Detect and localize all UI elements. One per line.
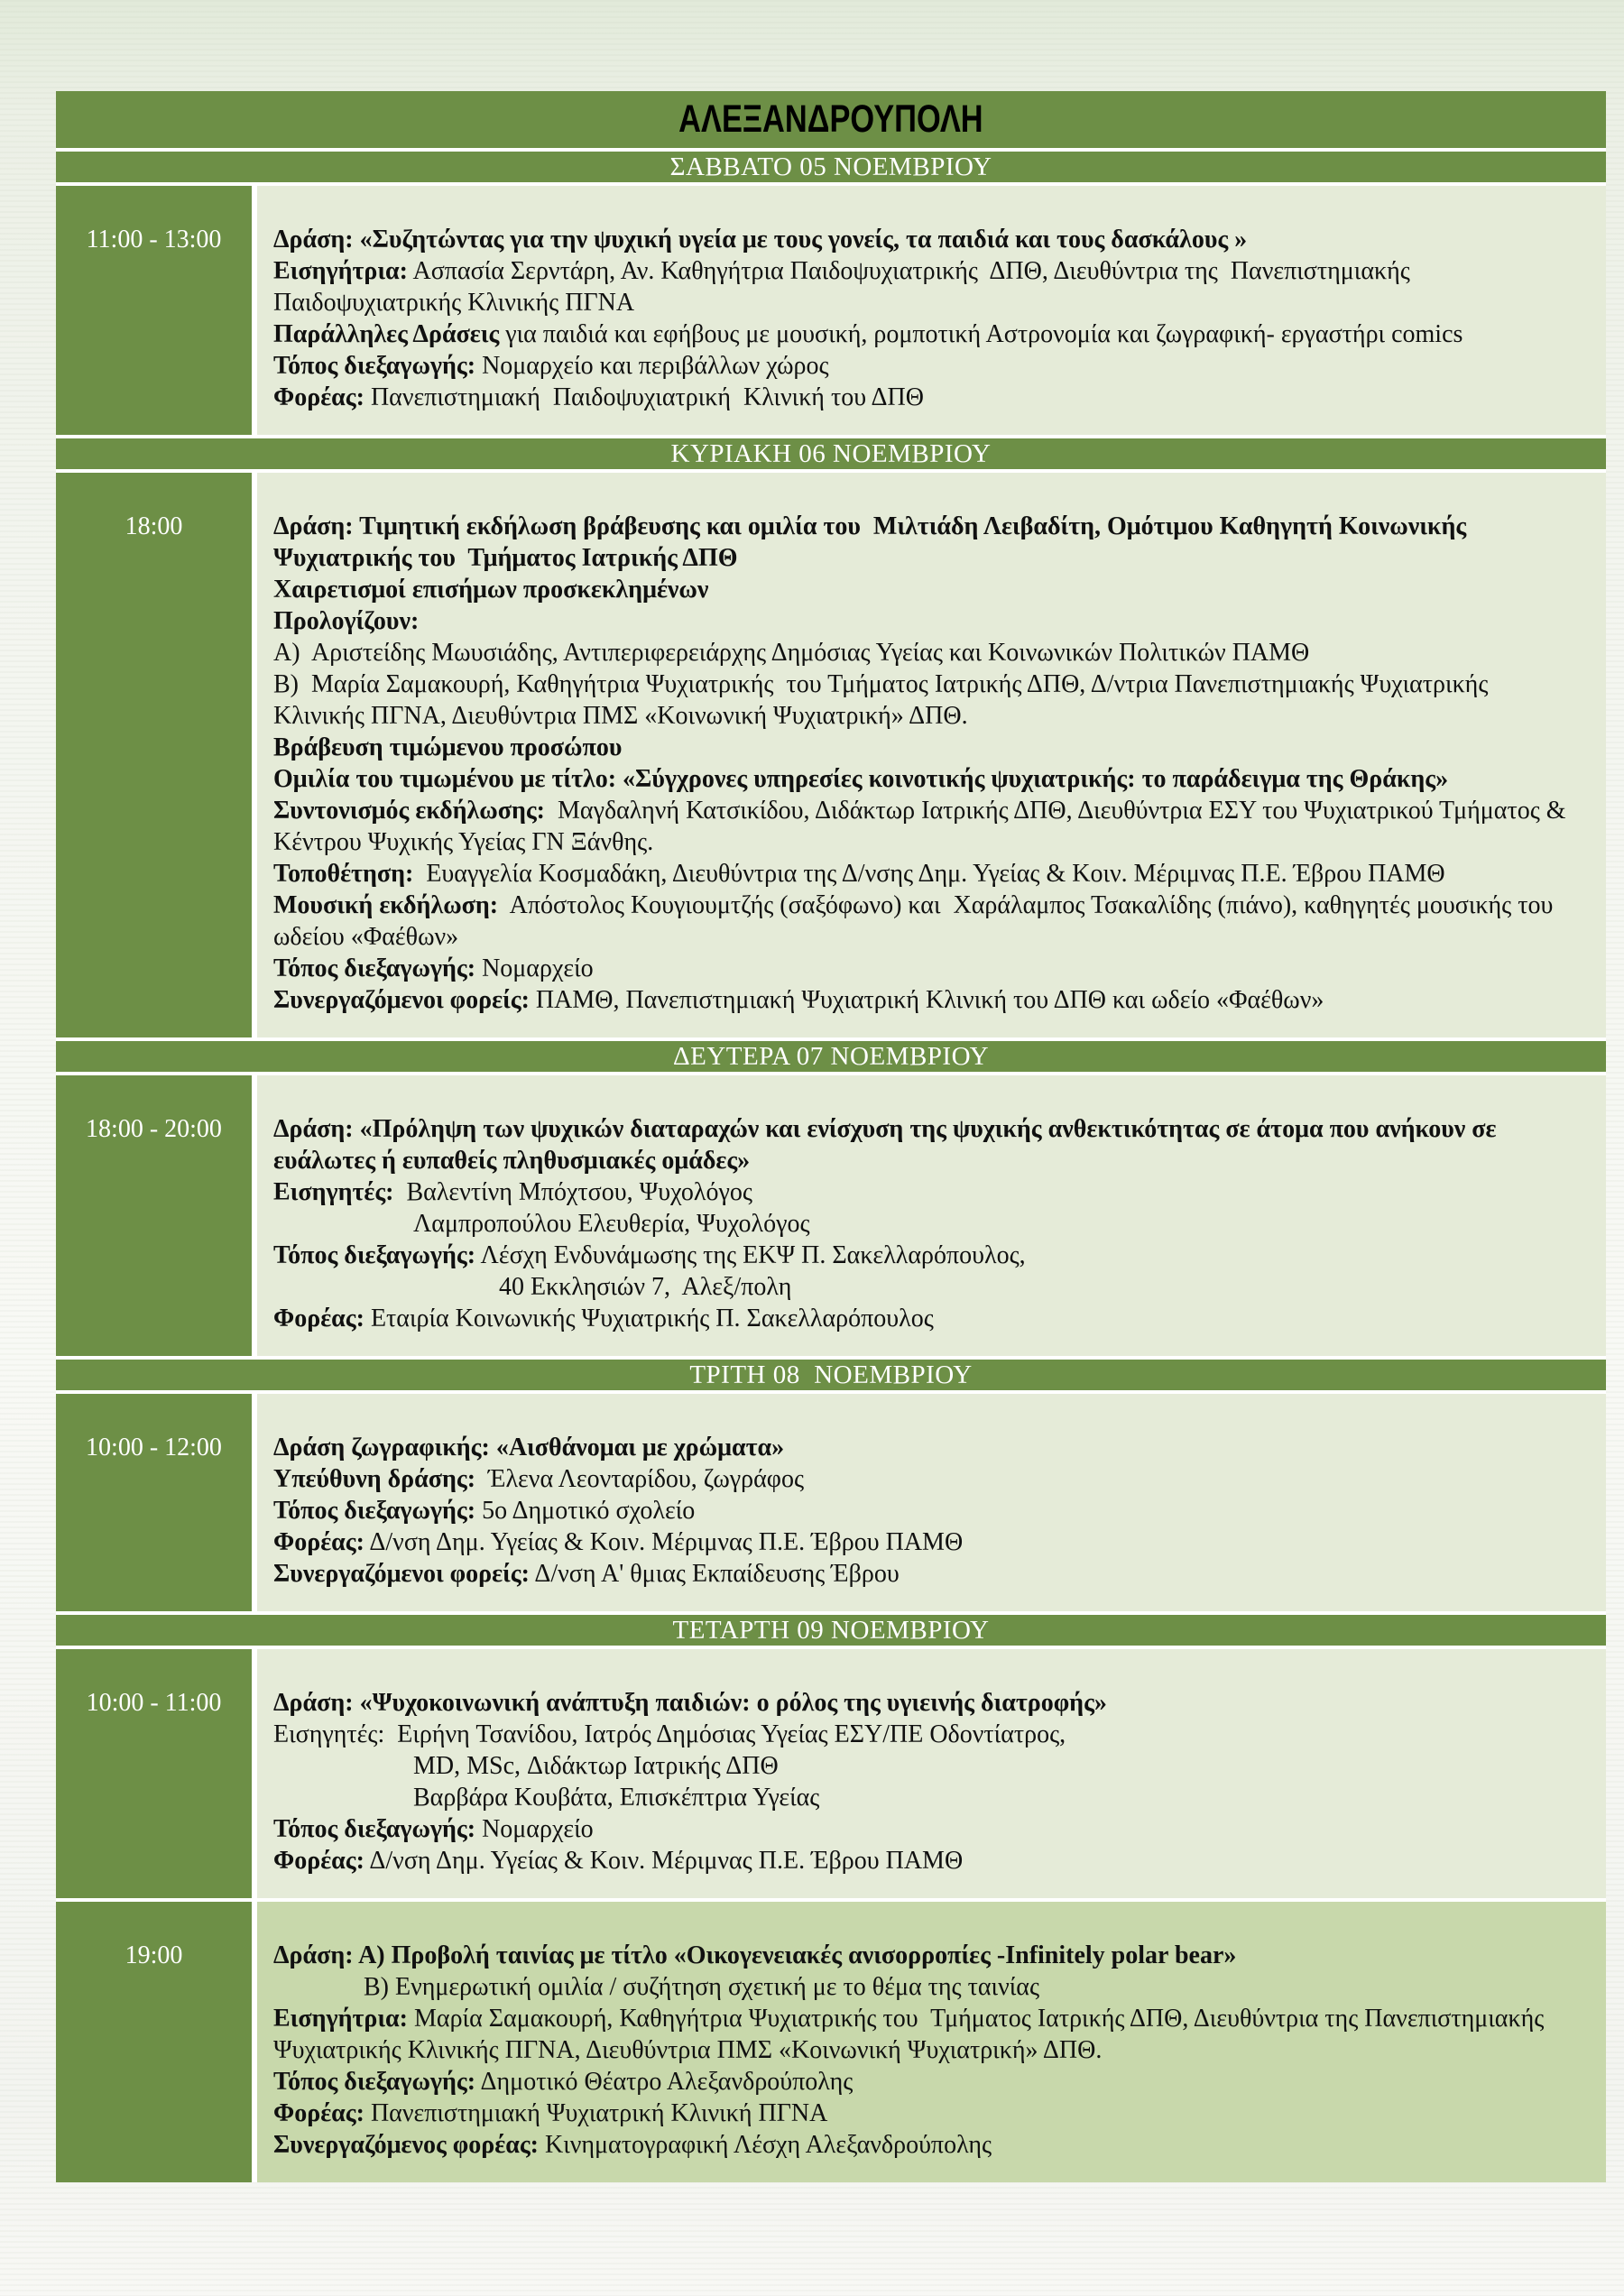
event-text: Νομαρχείο [475,954,594,982]
event-line [273,795,1581,858]
event-line [273,953,1581,984]
event-text: 40 Εκκλησιών 7, Αλεξ/πολη [499,1273,792,1301]
event-label: Τόπος διεξαγωγής: [273,1815,476,1843]
event-line [273,637,1581,669]
event-text: Πανεπιστημιακή Παιδοψυχιατρική Κλινική του ΔΠΘ [364,383,924,411]
event-line [273,2066,1581,2098]
event-row [56,1075,1606,1356]
event-line [273,350,1581,382]
event-line [273,858,1581,890]
schedule-days [56,152,1606,2182]
event-line [273,1971,1581,2003]
event-text: Βαρβάρα Κουβάτα, Επισκέπτρια Υγείας [413,1784,820,1812]
event-text: Μαγδαληνή Κατσικίδου, Διδάκτωρ Ιατρικής ΔΠΘ, Διευθύντρια ΕΣΥ του Ψυχιατρικού Τμήματος & Κέντρου Ψυχικής Υγείας ΓΝ Ξάνθης. [273,797,1573,856]
event-text: Λέσχη Ενδυνάμωσης της ΕΚΨ Π. Σακελλαρόπουλος, [475,1241,1026,1269]
event-label: Υπεύθυνη δράσης: [273,1465,476,1493]
event-line [273,1813,1581,1845]
event-label: Δράση: «Ψυχοκοινωνική ανάπτυξη παιδιών: ο ρόλος της υγιεινής διατροφής» [273,1689,1107,1717]
time-cell: 10:00 - 12:00 [56,1394,252,1611]
day-header: ΔΕΥΤΕΡΑ 07 ΝΟΕΜΒΡΙΟΥ [56,1041,1606,1072]
event-label: Τόπος διεξαγωγής: [273,1241,476,1269]
event-label: Τόπος διεξαγωγής: [273,2068,476,2096]
event-label: Δράση: Α) Προβολή ταινίας με τίτλο «Οικογενειακές ανισορροπίες -Infinitely polar bear» [273,1941,1237,1969]
event-label: Χαιρετισμοί επισήμων προσκεκλημένων [273,576,709,604]
event-line [273,2098,1581,2129]
event-details [257,1075,1606,1356]
event-text: Β) Μαρία Σαμακουρή, Καθηγήτρια Ψυχιατρικής του Τμήματος Ιατρικής ΔΠΘ, Δ/ντρια Πανεπιστημιακής Ψυχιατρικής Κλινικής ΠΓΝΑ, Διευθύντρια ΠΜΣ «Κοινωνική Ψυχιατρική» ΔΠΘ. [273,670,1495,730]
event-label: Τόπος διεξαγωγής: [273,1497,476,1525]
event-line [273,1526,1581,1558]
event-label: Παράλληλες Δράσεις [273,320,500,348]
event-text: Ασπασία Σερντάρη, Αν. Καθηγήτρια Παιδοψυχιατρικής ΔΠΘ, Διευθύντρια της Πανεπιστημιακής Παιδοψυχιατρικής Κλινικής ΠΓΝΑ [273,257,1416,317]
event-label: Φορέας: [273,383,364,411]
event-label: Συνεργαζόμενοι φορείς: [273,1560,530,1588]
event-line [273,511,1581,574]
event-label: Φορέας: [273,1847,364,1875]
event-line [273,1687,1581,1719]
event-text: Εταιρία Κοινωνικής Ψυχιατρικής Π. Σακελλαρόπουλος [364,1305,934,1332]
event-label: Συντονισμός εκδήλωσης: [273,797,545,825]
event-line [273,1303,1581,1334]
event-text: Ευαγγελία Κοσμαδάκη, Διευθύντρια της Δ/νσης Δημ. Υγείας & Κοιν. Μέριμνας Π.Ε. Έβρου ΠΑΜΘ [413,860,1445,888]
event-line [273,763,1581,795]
event-text: Εισηγητές: Ειρήνη Τσανίδου, Ιατρός Δημόσιας Υγείας ΕΣΥ/ΠΕ Οδοντίατρος, [273,1720,1066,1748]
event-details [257,473,1606,1037]
event-line [273,574,1581,605]
event-line [273,1271,1581,1303]
event-label: Προλογίζουν: [273,607,420,635]
time-cell: 18:00 [56,473,252,1037]
event-text: για παιδιά και εφήβους με μουσική, ρομποτική Αστρονομία και ζωγραφική- εργαστήρι comics [499,320,1463,348]
event-label: Εισηγήτρια: [273,257,409,285]
event-line [273,224,1581,255]
event-row [56,1649,1606,1898]
event-label: Ομιλία του τιμωμένου με τίτλο: «Σύγχρονες υπηρεσίες κοινοτικής ψυχιατρικής: το παράδειγμα της Θράκης» [273,765,1449,793]
event-text: Βαλεντίνη Μπόχτσου, Ψυχολόγος [393,1178,752,1206]
event-label: Εισηγητές: [273,1178,394,1206]
event-line [273,1432,1581,1463]
event-row [56,473,1606,1037]
event-line [273,1782,1581,1813]
event-text: Μαρία Σαμακουρή, Καθηγήτρια Ψυχιατρικής του Τμήματος Ιατρικής ΔΠΘ, Διευθύντρια της Πανεπιστημιακής Ψυχιατρικής Κλινικής ΠΓΝΑ, Διευθύντρια ΠΜΣ «Κοινωνική Ψυχιατρική» ΔΠΘ. [273,2005,1551,2064]
time-cell: 18:00 - 20:00 [56,1075,252,1356]
event-text: Πανεπιστημιακή Ψυχιατρική Κλινική ΠΓΝΑ [364,2099,828,2127]
event-label: Τοποθέτηση: [273,860,414,888]
event-text: 5ο Δημοτικό σχολείο [475,1497,696,1525]
event-line [273,1558,1581,1590]
day-header: ΤΡΙΤΗ 08 ΝΟΕΜΒΡΙΟΥ [56,1360,1606,1390]
event-row [56,1902,1606,2182]
event-text: Νομαρχείο [475,1815,594,1843]
event-line [273,732,1581,763]
event-row [56,1394,1606,1611]
event-line [273,318,1581,350]
event-text: Λαμπροπούλου Ελευθερία, Ψυχολόγος [413,1210,810,1238]
time-cell: 10:00 - 11:00 [56,1649,252,1898]
event-details [257,1902,1606,2182]
event-text: Δημοτικό Θέατρο Αλεξανδρούπολης [475,2068,854,2096]
event-line [273,2003,1581,2066]
event-details [257,1394,1606,1611]
event-details [257,1649,1606,1898]
event-text: Κινηματογραφική Λέσχη Αλεξανδρούπολης [538,2131,992,2159]
schedule-table [56,91,1606,2182]
event-line [273,669,1581,732]
event-line [273,1940,1581,1971]
event-label: Δράση: Τιμητική εκδήλωση βράβευσης και ομιλία του Μιλτιάδη Λειβαδίτη, Ομότιμου Καθηγητή Κοινωνικής Ψυχιατρικής του Τμήματος Ιατρικής ΔΠΘ [273,512,1473,572]
event-line [273,605,1581,637]
day-header: ΣΑΒΒΑΤΟ 05 ΝΟΕΜΒΡΙΟΥ [56,152,1606,182]
event-line [273,1208,1581,1240]
city-title-bar [56,91,1606,148]
event-line [273,1113,1581,1176]
event-text: Νομαρχείο και περιβάλλων χώρος [475,352,829,380]
event-label: Φορέας: [273,2099,364,2127]
event-text: Έλενα Λεονταρίδου, ζωγράφος [475,1465,805,1493]
day-header: ΚΥΡΙΑΚΗ 06 ΝΟΕΜΒΡΙΟΥ [56,438,1606,469]
event-label: Δράση: «Πρόληψη των ψυχικών διαταραχών και ενίσχυση της ψυχικής ανθεκτικότητας σε άτομα που ανήκουν σε ευάλωτες ή ευπαθείς πληθυσμιακές ομάδες» [273,1115,1503,1175]
event-text: Απόστολος Κουγιουμτζής (σαξόφωνο) και Χαράλαμπος Τσακαλίδης (πιάνο), καθηγητές μουσικής του ωδείου «Φαέθων» [273,891,1560,951]
event-line [273,1750,1581,1782]
event-label: Μουσική εκδήλωση: [273,891,499,919]
event-line [273,2129,1581,2161]
event-line [273,1176,1581,1208]
event-row [56,186,1606,435]
event-line [273,890,1581,953]
event-text: Δ/νση Α' θμιας Εκπαίδευσης Έβρου [529,1560,900,1588]
event-label: Συνεργαζόμενος φορέας: [273,2131,539,2159]
event-label: Εισηγήτρια: [273,2005,409,2033]
event-text: Α) Αριστείδης Μωυσιάδης, Αντιπεριφερειάρχης Δημόσιας Υγείας και Κοινωνικών Πολιτικών ΠΑΜΘ [273,639,1310,667]
day-header: ΤΕΤΑΡΤΗ 09 ΝΟΕΜΒΡΙΟΥ [56,1615,1606,1646]
event-line [273,1495,1581,1526]
city-title: ΑΛΕΞΑΝΔΡΟΥΠΟΛΗ [678,97,983,141]
event-line [273,255,1581,318]
event-label: Τόπος διεξαγωγής: [273,954,476,982]
event-details [257,186,1606,435]
event-text: Δ/νση Δημ. Υγείας & Κοιν. Μέριμνας Π.Ε. Έβρου ΠΑΜΘ [364,1528,964,1556]
event-line [273,984,1581,1016]
event-text: Β) Ενημερωτική ομιλία / συζήτηση σχετική με το θέμα της ταινίας [364,1973,1040,2001]
time-cell: 11:00 - 13:00 [56,186,252,435]
event-label: Συνεργαζόμενοι φορείς: [273,986,530,1014]
time-cell: 19:00 [56,1902,252,2182]
event-label: Δράση: «Συζητώντας για την ψυχική υγεία με τους γονείς, τα παιδιά και τους δασκάλους » [273,226,1248,254]
event-line [273,1719,1581,1750]
event-line [273,1463,1581,1495]
event-label: Φορέας: [273,1528,364,1556]
event-line [273,1240,1581,1271]
event-label: Φορέας: [273,1305,364,1332]
event-text: ΠΑΜΘ, Πανεπιστημιακή Ψυχιατρική Κλινική του ΔΠΘ και ωδείο «Φαέθων» [529,986,1324,1014]
event-text: Δ/νση Δημ. Υγείας & Κοιν. Μέριμνας Π.Ε. Έβρου ΠΑΜΘ [364,1847,964,1875]
event-line [273,382,1581,413]
event-label: Δράση ζωγραφικής: «Αισθάνομαι με χρώματα» [273,1434,785,1462]
event-line [273,1845,1581,1876]
event-label: Τόπος διεξαγωγής: [273,352,476,380]
event-label: Βράβευση τιμώμενου προσώπου [273,733,623,761]
event-text: MD, MSc, Διδάκτωρ Ιατρικής ΔΠΘ [413,1752,779,1780]
